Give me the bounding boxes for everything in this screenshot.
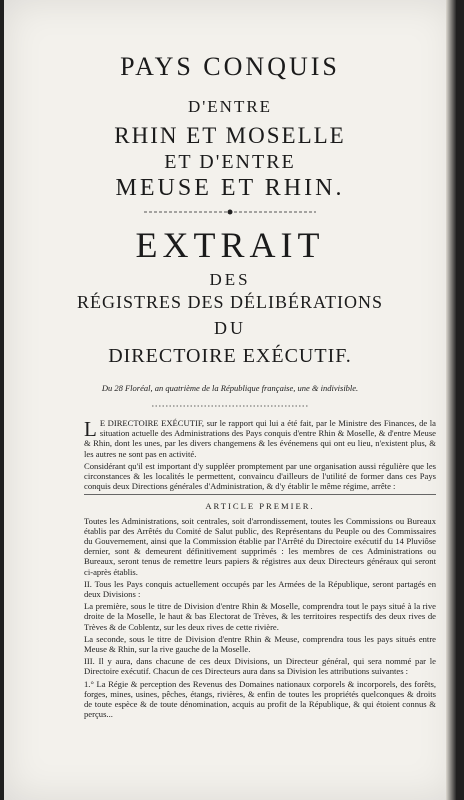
header-line-3: RHIN ET MOSELLE — [114, 123, 346, 148]
drop-cap: L — [84, 417, 97, 441]
subtitle-line-3: DU — [214, 318, 246, 338]
article-heading: ARTICLE PREMIER. — [205, 501, 315, 512]
paragraph-5: La première, sous le titre de Division d'entre Rhin & Moselle, comprendra tout le pays situé à la rive droite de la Moselle, le haut & bas Electorat de Trèves, & les territoires respectifs des deux rives de Trèves & de Coblentz, sur les deux rives de cette rivière. — [84, 601, 436, 632]
document-title: EXTRAIT — [135, 225, 325, 265]
header-line-5: MEUSE ET RHIN. — [115, 175, 345, 201]
paragraph-4: II. Tous les Pays conquis actuellement occupés par les Armées de la République, seront partagés en deux Divisions : — [84, 578, 436, 600]
paragraph-6: La seconde, sous le titre de Division d'entre Rhin & Meuse, comprendra tous les pays situés entre Meuse & Rhin, sur la rive gauche de la Moselle. — [84, 633, 436, 655]
paragraph-1-text: E DIRECTOIRE EXÉCUTIF, sur le rapport qui lui a été fait, par le Ministre des Finances, de la situation actuelle des Administrations des Pays conquis d'entre Rhin & Moselle, & d'entre Meuse & Rhin, dont les unes, par les divers changemens & les événemens qui ont eu lieu, n'existent plus, & les autres ne sont pas en activité. — [84, 418, 436, 459]
paragraph-7: III. Il y aura, dans chacune de ces deux Divisions, un Directeur général, qui sera nommé par le Directoire exécutif. Chacun de ces Directeurs aura dans sa Division les attributions suivantes : — [84, 656, 436, 677]
paragraph-3: Toutes les Administrations, soit centrales, soit d'arrondissement, toutes les Commissions ou Bureaux établis par des Arrêtés du Comité de Salut public, des Représentans du Peuple ou des Commissaires du Gouvernement, ainsi que la Commission établie par l'Arrêté du Directoire exécutif du 14 Pluviôse dernier, sont & demeurent définitivement supprimés : les membres de ces Administrations ou Bureaux, seront tenus de remettre leurs papiers & régistres aux deux Directeurs généraux qui seront ci-après établis. — [84, 515, 436, 577]
header-line-1: PAYS CONQUIS — [120, 52, 340, 81]
date-line: Du 28 Floréal, an quatrième de la République française, une & indivisible. — [101, 383, 359, 393]
header-line-4: ET D'ENTRE — [164, 151, 296, 173]
paragraph-intro — [84, 418, 436, 459]
document-body — [84, 418, 436, 721]
subtitle-line-1: DES — [209, 270, 251, 289]
ornamental-rule-bottom — [142, 401, 318, 411]
document-sheet — [4, 0, 456, 800]
subtitle-line-2: RÉGISTRES DES DÉLIBÉRATIONS — [76, 292, 383, 312]
paragraph-8: 1.° La Régie & perception des Revenus des Domaines nationaux corporels & incorporels, des forêts, forges, mines, usines, pêches, étangs, rivières, & enfin de toutes les propriétés quelconques & droits de toute espèce & de toute dénomination, acquis au profit de la République, & qui étoient connus & perçus... — [84, 678, 436, 720]
subtitle-line-4: DIRECTOIRE EXÉCUTIF. — [108, 345, 352, 367]
section-separator — [84, 494, 436, 495]
page-edge-shadow — [446, 0, 456, 800]
ornamental-rule-top — [142, 207, 318, 217]
header-line-2: D'ENTRE — [187, 97, 273, 116]
paragraph-2: Considérant qu'il est important d'y suppléer promptement par une organisation aussi régulière que les circonstances & les localités le permettent, convaincu d'ailleurs de l'utilité de former dans ces Pays conquis deux Directions générales d'Administration, & d'y établir le même régime, arrête : — [84, 460, 436, 492]
